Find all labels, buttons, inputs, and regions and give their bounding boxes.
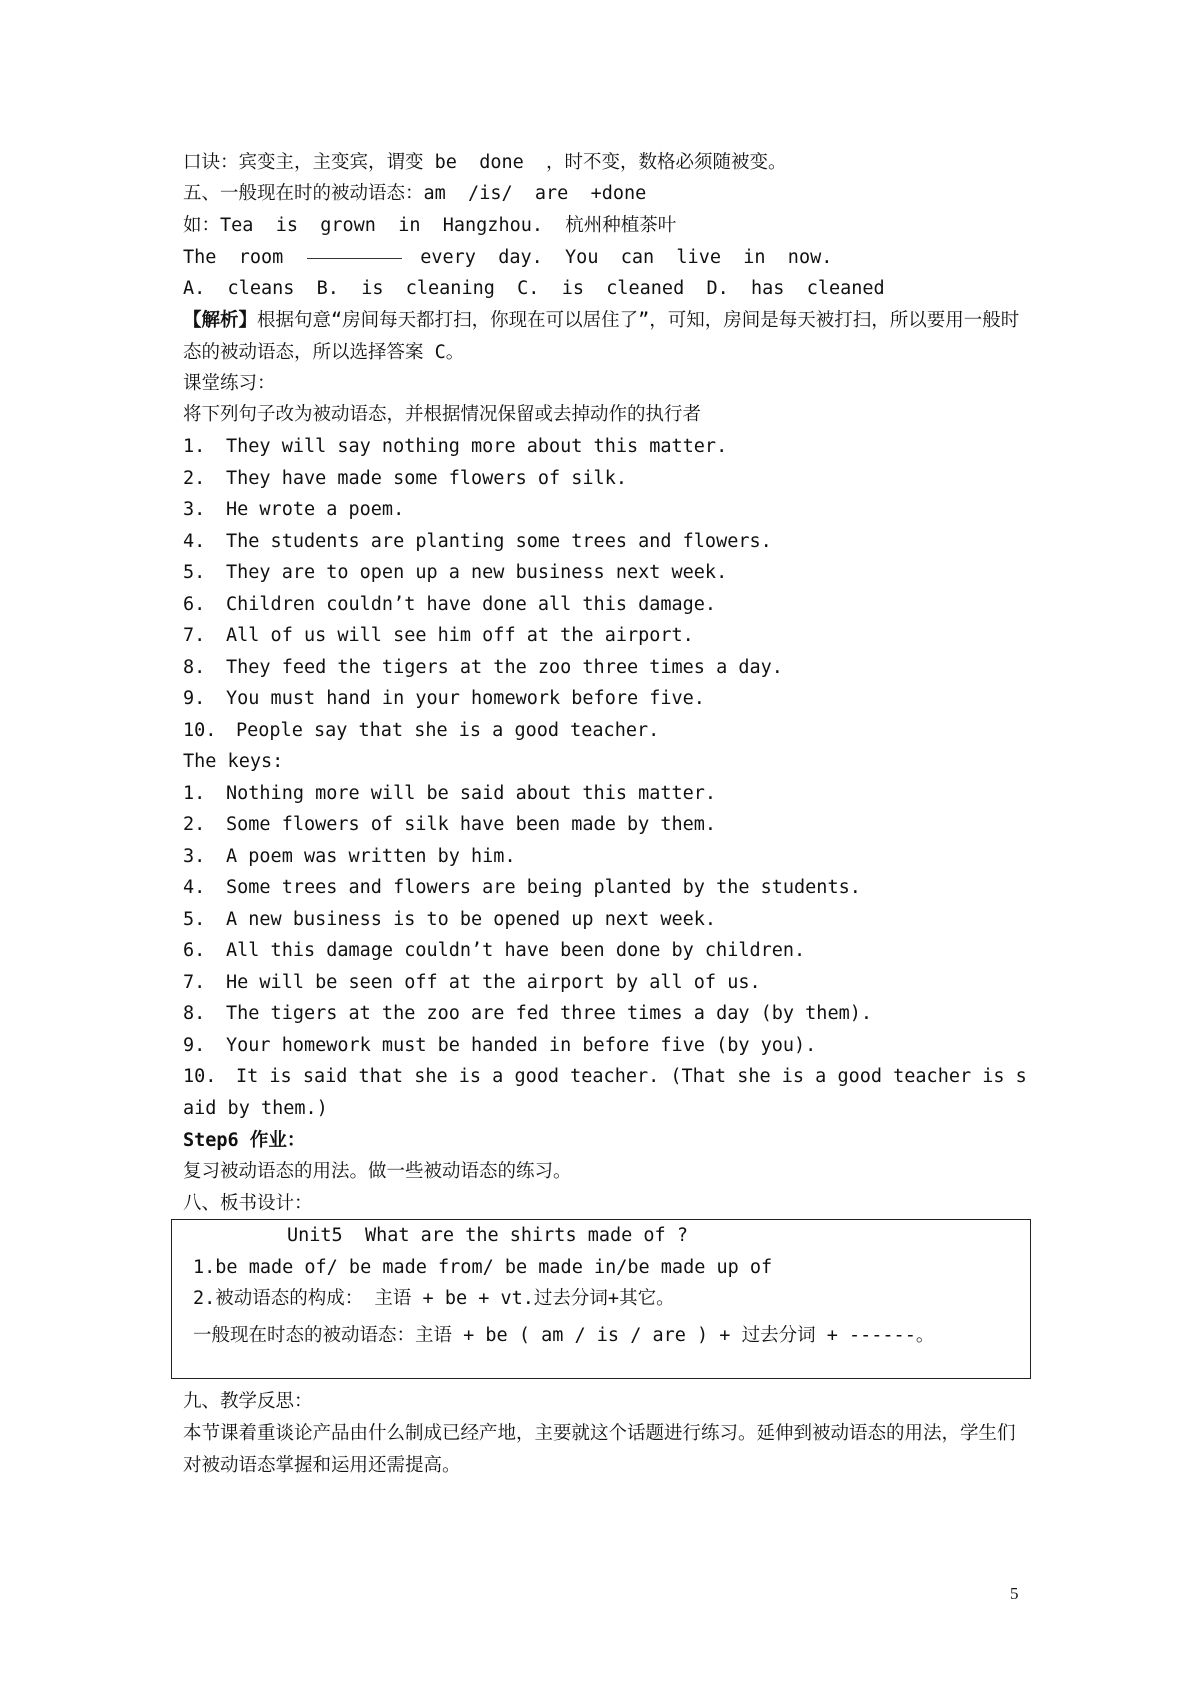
options-line: A. cleans B. is cleaning C. is cleaned D. has cleaned — [183, 278, 885, 299]
board-line-3: 一般现在时态的被动语态：主语 + be ( am / is / are ) + 过去分词 + ------。 — [193, 1325, 935, 1346]
question-line — [183, 242, 832, 274]
mnemonic-line: 口诀：宾变主，主变宾，谓变 be done ，时不变，数格必须随被变。 — [183, 152, 787, 173]
keys-title: The keys: — [183, 751, 284, 772]
reflection-text: 本节课着重谈论产品由什么制成已经产地，主要就这个话题进行练习。延伸到被动语态的用法，学生们对被动语态掌握和运用还需提高。 — [183, 1423, 1016, 1476]
key-item: 8. The tigers at the zoo are fed three times a day (by them). — [183, 1003, 873, 1024]
practice-instruction: 将下列句子改为被动语态，并根据情况保留或去掉动作的执行者 — [183, 404, 702, 425]
practice-item: 6. Children couldn’t have done all this damage. — [183, 594, 717, 615]
key-item: 1. Nothing more will be said about this matter. — [183, 783, 717, 804]
practice-item: 3. He wrote a poem. — [183, 499, 405, 520]
homework-text: 复习被动语态的用法。做一些被动语态的练习。 — [183, 1161, 572, 1182]
key-item: 6. All this damage couldn’t have been done by children. — [183, 940, 806, 961]
practice-item: 10. People say that she is a good teacher. — [183, 720, 660, 741]
key-item: 9. Your homework must be handed in before five (by you). — [183, 1035, 817, 1056]
key-item: 7. He will be seen off at the airport by all of us. — [183, 972, 761, 993]
board-line-1: 1.be made of/ be made from/ be made in/be made up of — [193, 1257, 773, 1278]
example-line: 如：Tea is grown in Hangzhou. 杭州种植茶叶 — [183, 215, 677, 236]
key-item: 10. It is said that she is a good teacher. (That she is a good teacher is said by them.) — [183, 1066, 1027, 1119]
board-design-box — [171, 1219, 1031, 1379]
analysis-text: 根据句意“房间每天都打扫，你现在可以居住了”，可知，房间是每天被打扫，所以要用一般时态的被动语态，所以选择答案 C。 — [183, 310, 1020, 363]
key-item: 2. Some flowers of silk have been made by them. — [183, 814, 717, 835]
page-number: 5 — [1010, 1584, 1019, 1603]
reflection-title: 九、教学反思： — [183, 1391, 313, 1412]
practice-item: 2. They have made some flowers of silk. — [183, 468, 627, 489]
question-pre: The room — [183, 247, 284, 268]
practice-item: 1. They will say nothing more about this matter. — [183, 436, 728, 457]
key-item: 3. A poem was written by him. — [183, 846, 516, 867]
board-line-2: 2.被动语态的构成： 主语 + be + vt.过去分词+其它。 — [193, 1288, 675, 1309]
analysis-paragraph — [183, 305, 1028, 369]
section5-title: 五、一般现在时的被动语态：am /is/ are +done — [183, 183, 647, 204]
board-unit-title: Unit5 What are the shirts made of ? — [287, 1225, 688, 1246]
practice-title: 课堂练习： — [183, 373, 276, 394]
practice-item: 8. They feed the tigers at the zoo three times a day. — [183, 657, 783, 678]
homework-title: Step6 作业： — [183, 1130, 306, 1151]
board-title: 八、板书设计： — [183, 1193, 313, 1214]
practice-item: 5. They are to open up a new business next week. — [183, 562, 728, 583]
question-post: every day. You can live in now. — [420, 247, 833, 268]
key-item: 4. Some trees and flowers are being planted by the students. — [183, 877, 861, 898]
practice-item: 7. All of us will see him off at the airport. — [183, 625, 694, 646]
practice-item: 9. You must hand in your homework before five. — [183, 688, 705, 709]
key-item: 5. A new business is to be opened up next week. — [183, 909, 717, 930]
practice-item: 4. The students are planting some trees and flowers. — [183, 531, 772, 552]
analysis-label: 【解析】 — [183, 310, 258, 331]
answer-blank — [307, 257, 402, 259]
